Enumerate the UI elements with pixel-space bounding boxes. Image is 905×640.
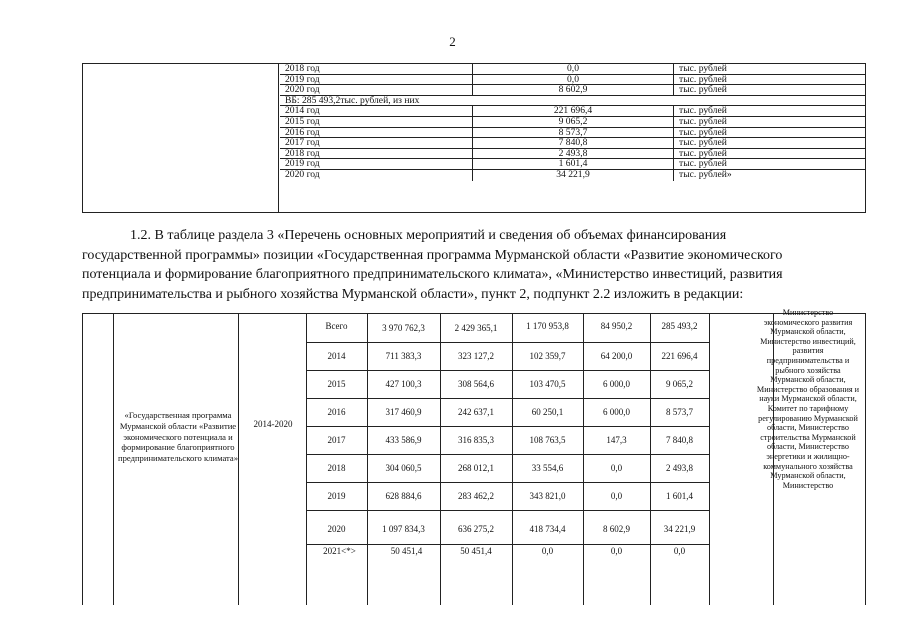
paragraph-line: государственной программы» позиции «Государственная программа Мурманской области «Развитие экономического — [82, 247, 783, 263]
amount-cell: 285 493,2 — [661, 321, 698, 331]
amount-cell: 283 462,2 — [458, 491, 494, 501]
year-cell: 2014 год — [280, 106, 473, 116]
amount-cell: 433 586,9 — [385, 435, 422, 445]
vb-header: ВБ: 285 493,2тыс. рублей, из них — [285, 94, 420, 106]
paragraph-line: потенциала и формирование благоприятного предпринимательского климата», «Министерство инвестиций, развития — [82, 267, 783, 282]
year-cell: 2019 год — [280, 75, 473, 85]
amount-cell: 0,0 — [541, 546, 554, 556]
amount-cell: 50 451,4 — [390, 546, 423, 556]
amount-cell: 2 493,8 — [666, 463, 693, 473]
unit-cell: тыс. рублей — [679, 126, 727, 138]
amount-cell: 0,0 — [610, 491, 623, 501]
amount-cell: 2 429 365,1 — [454, 323, 498, 333]
value-cell: 221 696,4 — [473, 106, 674, 116]
paragraph-line: предпринимательства и рыбного хозяйства Мурманской области», пункт 2, подпункт 2.2 изложить в редакции: — [82, 286, 744, 302]
amount-cell: 1 601,4 — [666, 491, 693, 501]
amount-cell: 84 950,2 — [600, 321, 633, 331]
value-cell: 2 493,8 — [473, 149, 674, 159]
year-cell: 2018 год — [280, 64, 473, 74]
column-divider — [113, 314, 114, 605]
amount-cell: 628 884,6 — [385, 491, 422, 501]
row-label-cell: 2021<*> — [323, 546, 356, 556]
program-financing-table — [82, 308, 866, 605]
amount-cell: 343 821,0 — [529, 491, 566, 501]
value-cell: 1 601,4 — [473, 159, 674, 169]
amount-cell: 304 060,5 — [385, 463, 422, 473]
value-cell: 34 221,9 — [473, 170, 674, 181]
row-label-cell: 2019 — [327, 491, 346, 501]
amount-cell: 103 470,5 — [529, 379, 566, 389]
program-period: 2014-2020 — [253, 419, 293, 429]
unit-cell: тыс. рублей — [679, 84, 727, 96]
amount-cell: 34 221,9 — [663, 524, 696, 534]
unit-cell: тыс. рублей — [679, 105, 727, 117]
amount-cell: 6 000,0 — [603, 379, 630, 389]
value-cell: 0,0 — [473, 75, 674, 85]
amount-cell: 221 696,4 — [661, 351, 698, 361]
amount-cell: 636 275,2 — [458, 524, 494, 534]
year-cell: 2019 год — [280, 159, 473, 169]
amount-cell: 60 250,1 — [531, 407, 564, 417]
year-cell: 2016 год — [280, 128, 473, 138]
responsible-executors: Министерство экономического развития Мурманской области, Министерство инвестиций, развития предпринимательства и рыбного хозяйства Мурманской области, Министерство образования и науки Мурманской области, Комитет по тарифному регулированию Мурманской области, Министерство строительства Мурманской области, Министерство энергетики и жилищно-коммунального хозяйства Мурманской области, Министерство — [756, 308, 860, 490]
amount-cell: 1 097 834,3 — [382, 524, 425, 534]
amendment-paragraph — [82, 226, 866, 304]
unit-cell: тыс. рублей — [679, 116, 727, 127]
program-name: «Государственная программа Мурманской области «Развитие экономического потенциала и формирование благоприятного предпринимательского климата» — [117, 410, 239, 464]
year-cell: 2020 год — [280, 85, 473, 95]
amount-cell: 0,0 — [673, 546, 686, 556]
amount-cell: 33 554,6 — [531, 463, 564, 473]
amount-cell: 711 383,3 — [385, 351, 422, 361]
year-cell: 2018 год — [280, 149, 473, 159]
table-row — [280, 117, 866, 128]
value-cell: 8 573,7 — [473, 128, 674, 138]
page-number: 2 — [449, 34, 456, 49]
amount-cell: 308 564,6 — [458, 379, 494, 389]
value-cell: 7 840,8 — [473, 138, 674, 148]
table-row — [280, 64, 866, 75]
amount-cell: 50 451,4 — [460, 546, 492, 556]
amount-cell: 6 000,0 — [603, 407, 630, 417]
amount-cell: 147,3 — [606, 435, 627, 445]
amount-cell: 317 460,9 — [385, 407, 422, 417]
unit-cell: тыс. рублей — [679, 158, 727, 170]
column-divider — [709, 314, 710, 605]
amount-cell: 108 763,5 — [529, 435, 566, 445]
amount-cell: 8 602,9 — [603, 524, 630, 534]
empty-label-column — [83, 64, 279, 212]
funding-summary-table — [82, 63, 866, 213]
value-cell: 8 602,9 — [473, 85, 674, 95]
value-cell: 9 065,2 — [473, 117, 674, 127]
amount-cell: 242 637,1 — [458, 407, 494, 417]
amount-cell: 323 127,2 — [458, 351, 494, 361]
value-cell: 0,0 — [473, 64, 674, 74]
year-cell: 2020 год — [280, 170, 473, 181]
row-label-cell: 2014 — [327, 351, 346, 361]
unit-cell: тыс. рублей — [679, 73, 727, 85]
paragraph-line: 1.2. В таблице раздела 3 «Перечень основных мероприятий и сведения об объемах финансирования — [130, 228, 727, 243]
unit-cell: тыс. рублей — [679, 137, 727, 149]
unit-cell: тыс. рублей — [679, 147, 727, 159]
amount-cell: 64 200,0 — [600, 351, 633, 361]
row-label-cell: 2015 — [327, 379, 346, 389]
unit-cell: тыс. рублей» — [679, 169, 732, 180]
unit-cell: тыс. рублей — [679, 63, 727, 74]
amount-cell: 0,0 — [610, 546, 623, 556]
amount-cell: 418 734,4 — [529, 524, 566, 534]
amount-cell: 1 170 953,8 — [526, 321, 569, 331]
amount-cell: 0,0 — [610, 463, 623, 473]
amount-cell: 102 359,7 — [529, 351, 566, 361]
row-label-cell: 2020 — [327, 524, 346, 534]
amount-cell: 7 840,8 — [666, 435, 693, 445]
amount-cell: 268 012,1 — [458, 463, 494, 473]
year-cell: 2015 год — [280, 117, 473, 127]
amount-cell: 427 100,3 — [385, 379, 422, 389]
amount-cell: 3 970 762,3 — [382, 323, 425, 333]
amount-cell: 9 065,2 — [666, 379, 693, 389]
row-label-cell: Всего — [325, 321, 348, 331]
row-label-cell: 2016 — [327, 407, 346, 417]
row-label-cell: 2018 — [327, 463, 346, 473]
amount-cell: 316 835,3 — [458, 435, 494, 445]
amount-cell: 8 573,7 — [666, 407, 693, 417]
year-cell: 2017 год — [280, 138, 473, 148]
row-label-cell: 2017 — [327, 435, 346, 445]
table-row — [280, 170, 866, 181]
